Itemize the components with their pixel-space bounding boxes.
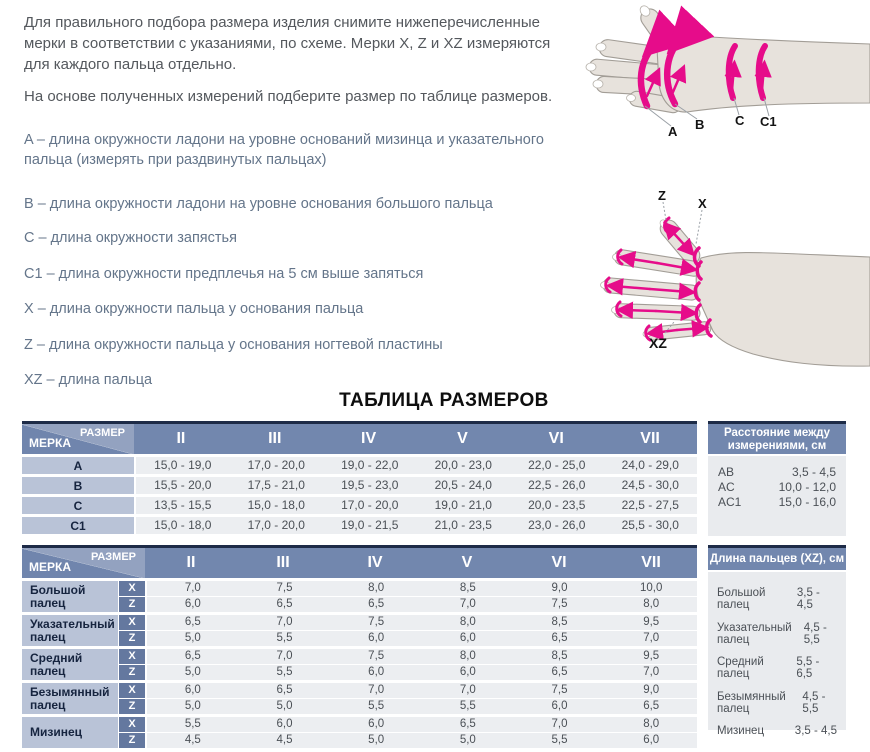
table-cell: 6,0	[643, 734, 660, 746]
row-cells	[136, 497, 697, 514]
panel-row-label: Безымянный палец	[717, 690, 786, 715]
panel-row-value: 3,5 - 4,5	[791, 465, 836, 479]
table-cell: 7,5	[551, 684, 568, 696]
diagram2-label-z: Z	[658, 188, 666, 203]
panel-row	[718, 480, 836, 495]
sub-row-badges	[119, 581, 145, 612]
table-cell: 5,5	[551, 734, 568, 746]
diagram2-label-xz: XZ	[649, 335, 667, 351]
table-cell: 6,0	[368, 718, 385, 730]
z-badge: Z	[119, 665, 145, 680]
z-row	[147, 733, 697, 748]
table-cell: 6,5	[276, 684, 293, 696]
column-header: II	[186, 554, 196, 571]
table-cell: 15,0 - 18,0	[154, 518, 212, 532]
table-cell: 22,0 - 25,0	[528, 458, 586, 472]
row-label: A	[22, 457, 134, 474]
distance-panel-body	[708, 456, 846, 536]
definition-xz: XZ – длина пальца	[24, 372, 153, 388]
sub-row-badges	[119, 683, 145, 714]
size-table-fingers	[22, 545, 697, 748]
table-cell: 19,5 - 23,0	[341, 478, 399, 492]
table-cell: 6,5	[551, 666, 568, 678]
panel-row-label: AC	[718, 480, 735, 494]
table-cell: 7,0	[551, 718, 568, 730]
column-header: III	[276, 554, 290, 571]
column-header: IV	[361, 430, 377, 447]
x-badge: X	[119, 717, 145, 732]
finger-row-group	[22, 649, 697, 680]
table-cell: 8,0	[459, 650, 476, 662]
panel-row-value: 10,0 - 12,0	[778, 480, 836, 494]
table-cell: 5,0	[459, 734, 476, 746]
definition-b: B – длина окружности ладони на уровне основания большого пальца	[24, 196, 493, 212]
x-row	[147, 683, 697, 698]
table-cell: 7,5	[276, 582, 293, 594]
panel-row-label: AB	[718, 465, 735, 479]
z-row	[147, 665, 697, 680]
table-cell: 17,0 - 20,0	[341, 498, 399, 512]
table-cell: 6,0	[368, 666, 385, 678]
x-row	[147, 717, 697, 732]
column-header: VII	[641, 554, 661, 571]
table-row	[22, 457, 697, 474]
panel-row	[717, 691, 837, 715]
table-cell: 7,0	[459, 684, 476, 696]
table-cell: 9,0	[643, 684, 660, 696]
size-table-title: ТАБЛИЦА РАЗМЕРОВ	[339, 390, 549, 411]
column-header: II	[176, 430, 186, 447]
table-cell: 6,5	[184, 616, 201, 628]
z-badge: Z	[119, 597, 145, 612]
table-cell: 5,0	[184, 632, 201, 644]
table-cell: 25,5 - 30,0	[621, 518, 679, 532]
row-cells	[136, 517, 697, 534]
table-cell: 7,5	[551, 598, 568, 610]
table-cell: 24,0 - 29,0	[621, 458, 679, 472]
table-cell: 4,5	[276, 734, 293, 746]
panel-row-label: Средний палец	[717, 656, 764, 680]
corner-size-label: РАЗМЕР	[90, 551, 136, 563]
column-header: V	[457, 430, 468, 447]
table2-corner-cell	[22, 548, 145, 578]
finger-length-panel-header: Длина пальцев (XZ), см	[708, 548, 846, 570]
table-cell: 10,0	[640, 582, 663, 594]
table-cell: 6,0	[276, 718, 293, 730]
finger-label: Безымянный палец	[22, 683, 118, 714]
table-cell: 8,0	[459, 616, 476, 628]
x-row	[147, 649, 697, 664]
finger-row-cells	[147, 683, 697, 714]
table-cell: 19,0 - 22,0	[341, 458, 399, 472]
table-cell: 7,0	[184, 582, 201, 594]
x-badge: X	[119, 581, 145, 596]
column-header: VII	[640, 430, 660, 447]
definition-z: Z – длина окружности пальца у основания ногтевой пластины	[24, 337, 443, 353]
row-cells	[136, 457, 697, 474]
column-header: IV	[367, 554, 383, 571]
table-cell: 5,5	[184, 718, 201, 730]
x-row	[147, 615, 697, 630]
finger-label: Средний палец	[22, 649, 118, 680]
corner-size-label: РАЗМЕР	[79, 427, 125, 439]
table-row	[22, 497, 697, 514]
table-cell: 20,0 - 23,0	[434, 458, 492, 472]
finger-length-panel-body	[708, 572, 846, 737]
table-cell: 8,0	[368, 582, 385, 594]
panel-row	[718, 465, 836, 480]
row-label: C1	[22, 517, 134, 534]
z-badge: Z	[119, 631, 145, 646]
table-cell: 15,0 - 19,0	[154, 458, 212, 472]
panel-row-value: 4,5 - 5,5	[802, 690, 826, 715]
finger-row-cells	[147, 615, 697, 646]
definition-x: X – длина окружности пальца у основания пальца	[24, 301, 364, 317]
table-cell: 7,0	[276, 616, 293, 628]
table-row	[22, 517, 697, 534]
table-cell: 15,5 - 20,0	[154, 478, 212, 492]
table-row	[22, 477, 697, 494]
table-cell: 6,0	[184, 598, 201, 610]
panel-row-label: AC1	[718, 495, 742, 509]
x-badge: X	[119, 649, 145, 664]
row-cells	[136, 477, 697, 494]
table-cell: 7,0	[276, 650, 293, 662]
size-table-circumferences	[22, 421, 697, 534]
row-label: B	[22, 477, 134, 494]
table2-header-row	[22, 548, 697, 578]
table-cell: 17,0 - 20,0	[247, 458, 305, 472]
table-cell: 5,0	[184, 700, 201, 712]
intro-paragraph-2: На основе полученных измерений подберите размер по таблице размеров.	[24, 88, 553, 105]
row-label: C	[22, 497, 134, 514]
table-cell: 7,0	[459, 598, 476, 610]
table-cell: 20,0 - 23,5	[528, 498, 586, 512]
finger-row-group	[22, 581, 697, 612]
finger-row-cells	[147, 581, 697, 612]
distance-panel	[708, 421, 846, 536]
hand-diagram-circumferences	[583, 0, 870, 148]
table-cell: 6,5	[643, 700, 660, 712]
diagram1-label-c: C	[735, 113, 745, 128]
panel-row	[717, 656, 837, 680]
table-cell: 6,0	[551, 700, 568, 712]
definition-c1: C1 – длина окружности предплечья на 5 см выше запяться	[24, 266, 424, 282]
column-header: VI	[548, 430, 564, 447]
z-row	[147, 597, 697, 612]
table1-header-row	[22, 424, 697, 454]
table-cell: 8,5	[551, 616, 568, 628]
column-header: VI	[551, 554, 567, 571]
table-cell: 4,5	[184, 734, 201, 746]
table-cell: 6,0	[459, 632, 476, 644]
column-header: III	[268, 430, 282, 447]
panel-row-label: Указательный палец	[717, 621, 792, 646]
table-cell: 8,5	[551, 650, 568, 662]
corner-measure-label: МЕРКА	[29, 560, 71, 574]
finger-row-cells	[147, 649, 697, 680]
sub-row-badges	[119, 649, 145, 680]
finger-label: Указательный палец	[22, 615, 118, 646]
panel-row	[717, 587, 837, 611]
panel-row-label: Большой палец	[717, 587, 766, 611]
x-row	[147, 581, 697, 596]
diagram2-label-x: X	[698, 196, 707, 211]
table-cell: 21,0 - 23,5	[434, 518, 492, 532]
table-cell: 7,5	[368, 650, 385, 662]
hand-diagram-fingers	[583, 170, 870, 390]
intro-paragraph-1: Для правильного подбора размера изделия снимите нижеперечисленные мерки в соответствии с указаниями, по схеме. Мерки X, Z и XZ измеряются для каждого пальца отдельно.	[24, 14, 551, 73]
finger-row-group	[22, 683, 697, 714]
x-badge: X	[119, 615, 145, 630]
table-cell: 5,0	[368, 734, 385, 746]
table-cell: 6,0	[459, 666, 476, 678]
table-cell: 24,5 - 30,0	[621, 478, 679, 492]
column-header: V	[461, 554, 473, 571]
table-cell: 6,5	[551, 632, 568, 644]
table-cell: 17,5 - 21,0	[247, 478, 305, 492]
table-cell: 22,5 - 27,5	[621, 498, 679, 512]
panel-row-value: 4,5 - 5,5	[803, 621, 827, 646]
table-cell: 6,0	[368, 632, 385, 644]
finger-length-panel	[708, 545, 846, 737]
table-cell: 6,5	[184, 650, 201, 662]
finger-row-cells	[147, 717, 697, 748]
table-cell: 8,5	[459, 582, 476, 594]
finger-label: Мизинец	[22, 717, 118, 748]
table-cell: 7,5	[368, 616, 385, 628]
table-cell: 15,0 - 18,0	[247, 498, 305, 512]
table-cell: 5,5	[276, 666, 293, 678]
panel-title-line2: измерениями, см	[727, 440, 827, 452]
x-badge: X	[119, 683, 145, 698]
distance-panel-header	[708, 424, 846, 454]
table-cell: 5,0	[184, 666, 201, 678]
panel-row-label: Мизинец	[717, 725, 765, 737]
table-cell: 8,0	[643, 598, 660, 610]
table-cell: 8,0	[643, 718, 660, 730]
finger-row-group	[22, 615, 697, 646]
panel-row	[717, 622, 837, 646]
table-cell: 13,5 - 15,5	[154, 498, 212, 512]
diagram1-label-b: B	[695, 117, 705, 132]
table-cell: 22,5 - 26,0	[528, 478, 586, 492]
table-cell: 5,0	[276, 700, 293, 712]
table-cell: 7,0	[643, 632, 660, 644]
table-cell: 19,0 - 21,5	[341, 518, 399, 532]
sub-row-badges	[119, 717, 145, 748]
panel-row-value: 3,5 - 4,5	[794, 725, 837, 737]
diagram1-label-a: A	[668, 124, 678, 139]
panel-title-line1: Расстояние между	[723, 427, 831, 439]
table1-corner-cell	[22, 424, 134, 454]
table-cell: 7,0	[643, 666, 660, 678]
z-row	[147, 631, 697, 646]
panel-row-value: 15,0 - 16,0	[778, 495, 836, 509]
panel-row-value: 5,5 - 6,5	[796, 656, 820, 680]
table-cell: 5,5	[368, 700, 385, 712]
definition-a: A – длина окружности ладони на уровне оснований мизинца и указательного пальца (измерять при раздвинутых пальцах)	[24, 132, 544, 168]
definition-c: C – длина окружности запястья	[24, 230, 237, 246]
z-badge: Z	[119, 733, 145, 748]
table-cell: 9,0	[551, 582, 568, 594]
panel-row	[717, 725, 837, 737]
z-row	[147, 699, 697, 714]
corner-measure-label: МЕРКА	[29, 436, 71, 450]
table-cell: 6,5	[459, 718, 476, 730]
table-cell: 7,0	[368, 684, 385, 696]
table-cell: 19,0 - 21,0	[434, 498, 492, 512]
table-cell: 9,5	[643, 616, 660, 628]
table-cell: 5,5	[276, 632, 293, 644]
z-badge: Z	[119, 699, 145, 714]
table-cell: 6,0	[184, 684, 201, 696]
finger-row-group	[22, 717, 697, 748]
table-cell: 20,5 - 24,0	[434, 478, 492, 492]
panel-row-value: 3,5 - 4,5	[796, 587, 820, 611]
finger-label: Большой палец	[22, 581, 118, 612]
table-cell: 17,0 - 20,0	[247, 518, 305, 532]
table-cell: 5,5	[459, 700, 476, 712]
table-cell: 23,0 - 26,0	[528, 518, 586, 532]
diagram1-label-c1: C1	[760, 114, 777, 129]
table-cell: 9,5	[643, 650, 660, 662]
sub-row-badges	[119, 615, 145, 646]
panel-row	[718, 495, 836, 510]
table-cell: 6,5	[276, 598, 293, 610]
table-cell: 6,5	[368, 598, 385, 610]
